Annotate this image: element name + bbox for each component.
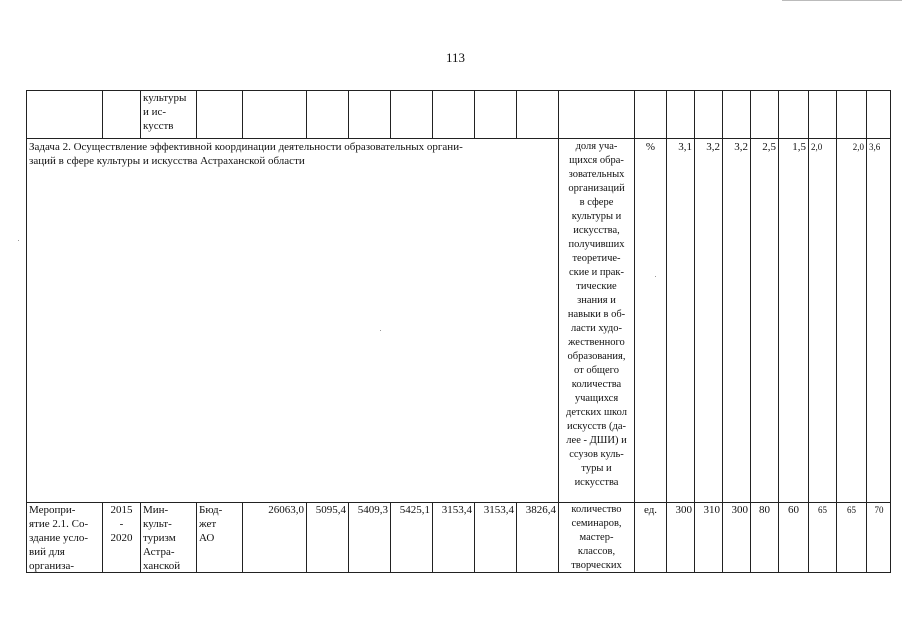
task2-value-2020: 3,6 (866, 138, 891, 502)
event21-year-2017: 5425,1 (390, 502, 432, 573)
task2-indicator-cell: доля уча- щихся обра- зовательных организаций в сфере культуры и искусства, получивших теоретиче- ские и прак- тические знания и навыки в об- ласти худо- жественного образования, от общего количества учащихся детских школ искусств (да- лее - ДШИ) и ссузов куль- туры и искусства (558, 138, 634, 502)
row1-year-cell (306, 90, 348, 138)
task2-value-2018: 2,0 (808, 138, 836, 502)
event21-unit-cell: ед. (634, 502, 666, 573)
row1-period-cell (102, 90, 140, 138)
row1-name-cell (26, 90, 102, 138)
row1-total-cell (242, 90, 306, 138)
task2-value-2019: 2,0 (836, 138, 866, 502)
event21-value-2015: 300 (722, 502, 750, 573)
row1-year-cell (474, 90, 516, 138)
event21-value-2013: 300 (666, 502, 694, 573)
row1-value-cell (836, 90, 866, 138)
scan-speck (380, 330, 381, 331)
row1-value-cell (750, 90, 778, 138)
task2-value-2014: 3,2 (694, 138, 722, 502)
row1-executor-cell: культуры и ис- кусств (140, 90, 196, 138)
event21-value-2016: 80 (750, 502, 778, 573)
task2-unit-cell: % (634, 138, 666, 502)
row1-year-cell (516, 90, 558, 138)
task2-value-2013: 3,1 (666, 138, 694, 502)
event21-name-cell: Меропри- ятие 2.1. Со- здание усло- вий для организа- (26, 502, 102, 573)
row1-value-cell (666, 90, 694, 138)
event21-total-cell: 26063,0 (242, 502, 306, 573)
task2-value-2015: 3,2 (722, 138, 750, 502)
event21-value-2017: 60 (778, 502, 808, 573)
task2-value-2017: 1,5 (778, 138, 808, 502)
scan-speck (18, 240, 19, 241)
event21-period-cell: 2015 - 2020 (102, 502, 140, 573)
row1-indicator-cell (558, 90, 634, 138)
scan-speck (655, 276, 656, 277)
row1-year-cell (390, 90, 432, 138)
table-bottom-border (26, 572, 891, 573)
event21-value-2020: 70 (866, 502, 891, 573)
event21-indicator-cell: количество семинаров, мастер- классов, творческих (558, 502, 634, 573)
row1-value-cell (808, 90, 836, 138)
row1-source-cell (196, 90, 242, 138)
top-edge-line (782, 0, 902, 1)
event21-value-2019: 65 (836, 502, 866, 573)
event21-year-2016: 5409,3 (348, 502, 390, 573)
row1-value-cell (722, 90, 750, 138)
row1-value-cell (778, 90, 808, 138)
table-right-border (890, 90, 891, 573)
program-table (26, 90, 890, 573)
row1-value-cell (866, 90, 891, 138)
row1-year-cell (348, 90, 390, 138)
page-number: 113 (446, 50, 466, 65)
task2-value-2016: 2,5 (750, 138, 778, 502)
event21-year-2015: 5095,4 (306, 502, 348, 573)
event21-year-2019: 3153,4 (474, 502, 516, 573)
task2-title-cell: Задача 2. Осуществление эффективной координации деятельности образовательных органи- заций в сфере культуры и искусства Астраханской области (26, 138, 558, 502)
event21-year-2018: 3153,4 (432, 502, 474, 573)
event21-year-2020: 3826,4 (516, 502, 558, 573)
row1-value-cell (694, 90, 722, 138)
event21-executor-cell: Мин- культ- туризм Астра- ханской (140, 502, 196, 573)
row1-year-cell (432, 90, 474, 138)
event21-value-2014: 310 (694, 502, 722, 573)
row1-unit-cell (634, 90, 666, 138)
event21-source-cell: Бюд- жет АО (196, 502, 242, 573)
event21-value-2018: 65 (808, 502, 836, 573)
